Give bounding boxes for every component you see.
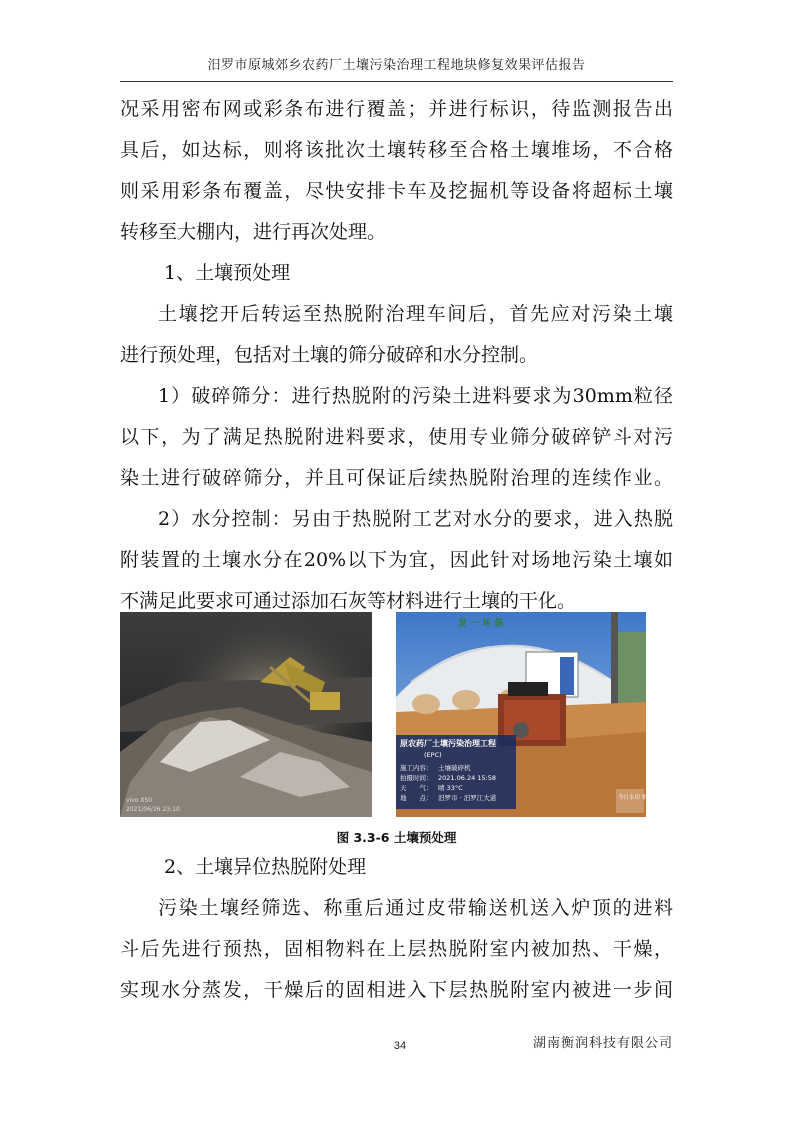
body-text-bottom [120,847,673,1011]
section-heading: 1、土壤预处理 [164,262,291,284]
camera-watermark-date: 2021/06/26 23:10 [126,806,180,813]
paragraph-line: 不满足此要求可通过添加石灰等材料进行土壤的干化。 [120,590,577,612]
paragraph-line: 以下，为了满足热脱附进料要求，使用专业筛分破碎铲斗对污 [120,426,673,448]
camera-watermark-brand: vivo X50 [126,797,153,804]
paragraph-line: 实现水分蒸发，干燥后的固相进入下层热脱附室内被进一步间 [120,979,673,1001]
paragraph-line: 1）破碎筛分：进行热脱附的污染土进料要求为30mm粒径 [158,385,673,407]
header-rule [120,81,673,82]
stamp-title: 原农药厂土壤污染治理工程 [400,739,496,748]
stamp-row-value: 土壤破碎机 [438,764,471,772]
body-text-top [120,89,673,622]
photo-crusher-bucket [396,612,653,817]
corner-watermark: 今日水印 相机 [618,795,653,801]
banner-text: 发 一 环 保 [458,619,504,629]
stamp-row-label: 拍摄时间： [400,774,433,782]
section-heading: 2、土壤异位热脱附处理 [164,856,367,878]
stamp-row-value: 晴 33°C [438,784,463,792]
stamp-row-value: 2021.06.24 15:58 [438,774,497,782]
stamp-row-label: 天 气： [400,784,433,792]
paragraph-line: 染土进行破碎筛分，并且可保证后续热脱附治理的连续作业。 [120,467,673,489]
company-name: 湖南衡润科技有限公司 [532,1036,673,1051]
paragraph-line: 则采用彩条布覆盖，尽快安排卡车及挖掘机等设备将超标土壤 [120,180,673,202]
excavation-scene-image [120,612,372,817]
figure-caption: 图 3.3-6 土壤预处理 [336,830,457,845]
photo-excavation-night [120,612,372,817]
paragraph-line: 斗后先进行预热，固相物料在上层热脱附室内被加热、干燥， [120,938,673,960]
crusher-scene-image [396,612,653,817]
paragraph-line: 2）水分控制：另由于热脱附工艺对水分的要求，进入热脱 [158,508,673,530]
stamp-row-label: 施工内容： [400,764,433,772]
paragraph-line: 具后，如达标，则将该批次土壤转移至合格土壤堆场，不合格 [120,139,673,161]
stamp-row-value: 汨罗市 · 汨罗江大道 [438,794,497,802]
paragraph-line: 附装置的土壤水分在20%以下为宜，因此针对场地污染土壤如 [120,549,673,571]
page-number: 34 [393,1040,407,1052]
paragraph-line: 污染土壤经筛选、称重后通过皮带输送机送入炉顶的进料 [158,897,673,919]
paragraph-line: 进行预处理，包括对土壤的筛分破碎和水分控制。 [120,344,539,366]
paragraph-line: 转移至大棚内，进行再次处理。 [120,221,387,243]
running-header-title: 汨罗市原城郊乡农药厂土壤污染治理工程地块修复效果评估报告 [207,58,586,73]
paragraph-line: 况采用密布网或彩条布进行覆盖；并进行标识，待监测报告出 [120,98,673,120]
figure-photos [120,612,673,817]
stamp-subtitle: (EPC) [424,751,442,759]
paragraph-line: 土壤挖开后转运至热脱附治理车间后，首先应对污染土壤 [158,303,673,325]
stamp-row-label: 地 点： [400,794,433,802]
